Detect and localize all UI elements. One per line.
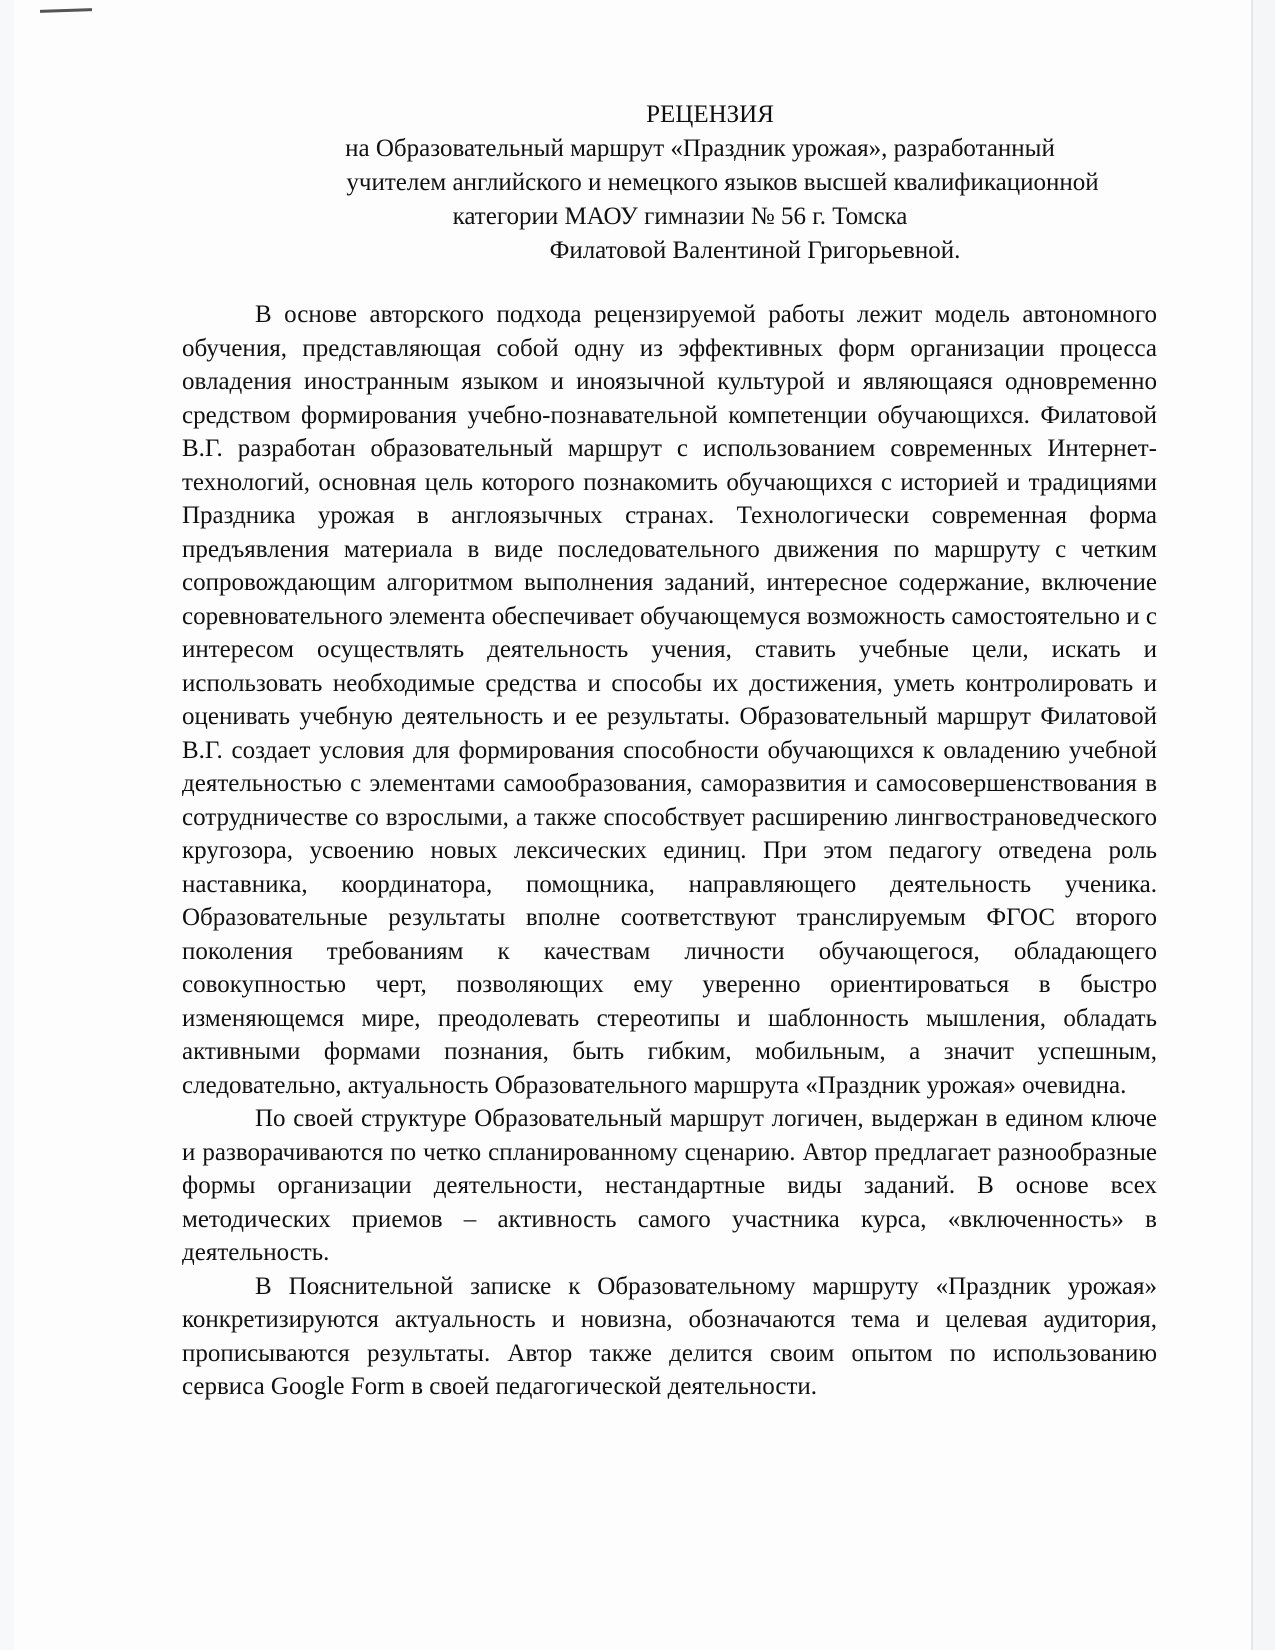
paragraph-1: В основе авторского подхода рецензируемой работы лежит модель автономного обучения, представляющая собой одну из эффективных форм организации процесса овладения иностранным языком и иноязычной культурой и являющаяся одновременно средством формирования учебно-познавательной компетенции обучающихся. Филатовой В.Г. разработан образовательный маршрут с использованием современных Интернет-технологий, основная цель которого познакомить обучающихся с историей и традициями Праздника урожая в англоязычных странах. Технологически современная форма предъявления материала в виде последовательного движения по маршруту с четким сопровождающим алгоритмом выполнения заданий, интересное содержание, включение соревновательного элемента обеспечивает обучающемуся возможность самостоятельно и с интересом осуществлять деятельность учения, ставить учебные цели, искать и использовать необходимые средства и способы их достижения, уметь контролировать и оценивать учебную деятельность и ее результаты. Образовательный маршрут Филатовой В.Г. создает условия для формирования способности обучающихся к овладению учебной деятельностью с элементами самообразования, саморазвития и самосовершенствования в сотрудничестве со взрослыми, а также способствует расширению лингвострановедческого кругозора, усвоению новых лексических единиц. При этом педагогу отведена роль наставника, координатора, помощника, направляющего деятельность ученика. Образовательные результаты вполне соответствуют транслируемым ФГОС второго поколения требованиям к качествам личности обучающегося, обладающего совокупностью черт, позволяющих ему уверенно ориентироваться в быстро изменяющемся мире, преодолевать стереотипы и шаблонность мышления, обладать активными формами познания, быть гибким, мобильным, а значит успешным, следовательно, актуальность Образовательного маршрута «Праздник урожая» очевидна. [182, 301, 1157, 1099]
scan-edge-left [0, 0, 14, 1650]
document-title: РЕЦЕНЗИЯ [646, 101, 774, 128]
document-header [180, 98, 1160, 268]
subtitle-line-1: на Образовательный маршрут «Праздник урожая», разработанный [345, 135, 1055, 162]
paragraph-3: В Пояснительной записке к Образовательному маршруту «Праздник урожая» конкретизируются актуальность и новизна, обозначаются тема и целевая аудитория, прописываются результаты. Автор также делится своим опытом по использованию сервиса Google Form в своей педагогической деятельности. [182, 1272, 1157, 1400]
subtitle-line-4: Филатовой Валентиной Григорьевной. [549, 237, 961, 264]
paragraph-2: По своей структуре Образовательный маршрут логичен, выдержан в едином ключе и разворачиваются по четко спланированному сценарию. Автор предлагает разнообразные формы организации деятельности, нестандартные виды заданий. В основе всех методических приемов – активность самого участника курса, «включенность» в деятельность. [182, 1105, 1157, 1266]
scan-edge-right [1253, 0, 1275, 1650]
subtitle-line-3: категории МАОУ гимназии № 56 г. Томска [452, 203, 908, 230]
corner-mark [40, 8, 92, 13]
subtitle-line-2: учителем английского и немецкого языков высшей квалификационной [346, 169, 1099, 196]
document-body [182, 298, 1157, 1404]
scan-edge-line [1251, 0, 1253, 1650]
